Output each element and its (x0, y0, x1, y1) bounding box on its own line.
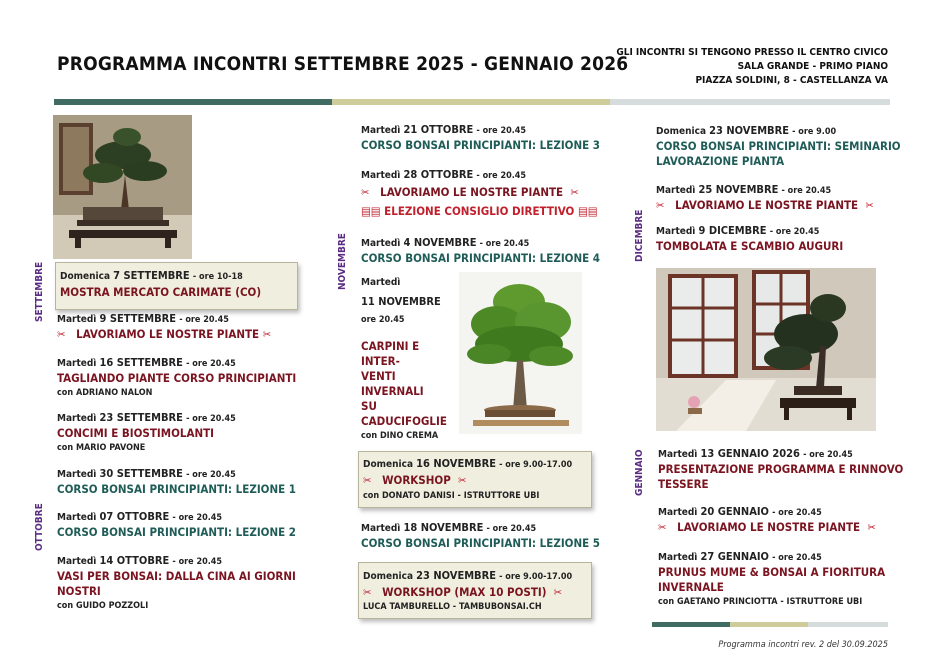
scissors-icon: ✂ (363, 586, 372, 599)
event-date: 11 NOVEMBRE (361, 295, 441, 308)
event-title: CORSO BONSAI PRINCIPIANTI: LEZIONE 2 (57, 525, 296, 539)
event-title: CORSO BONSAI PRINCIPIANTI: LEZIONE 4 (361, 251, 600, 265)
event-speaker: con GUIDO POZZOLI (57, 601, 149, 611)
deciduous-bonsai-photo (459, 272, 582, 434)
event-day: Martedì (361, 523, 401, 534)
event-title-line: SU CADUCIFOGLIE (361, 399, 447, 428)
month-label-novembre: NOVEMBRE (337, 233, 348, 290)
event-title: LAVORIAMO LE NOSTRE PIANTE (380, 185, 564, 199)
divider-olive (332, 99, 610, 105)
event-item (656, 124, 901, 169)
event-day: Martedì (57, 512, 97, 523)
venue-line: SALA GRANDE - PRIMO PIANO (737, 61, 888, 72)
event-title: CORSO BONSAI PRINCIPIANTI: SEMINARIO (656, 139, 901, 153)
venue-line: PIAZZA SOLDINI, 8 - CASTELLANZA VA (695, 75, 888, 86)
event-time: - ore 20.45 (476, 171, 527, 181)
event-date: 21 OTTOBRE (403, 123, 474, 136)
scissors-icon: ✂ (363, 474, 372, 487)
event-time: - ore 20.45 (172, 513, 223, 523)
event-day: Martedì (658, 552, 698, 563)
event-date: 16 SETTEMBRE (99, 356, 183, 369)
event-time: - ore 20.45 (486, 524, 537, 534)
event-speaker: con DINO CREMA (361, 431, 439, 441)
event-item (57, 312, 271, 342)
event-time: ore 20.45 (361, 315, 405, 325)
scissors-icon: ✂ (865, 199, 874, 212)
event-day: Martedì (57, 413, 97, 424)
month-label-dicembre: DICEMBRE (634, 209, 645, 262)
event-title: LAVORIAMO LE NOSTRE PIANTE (76, 327, 260, 341)
event-day: Domenica (656, 126, 707, 137)
event-item (658, 550, 885, 609)
event-day: Martedì (361, 238, 401, 249)
event-date: 30 SETTEMBRE (99, 467, 183, 480)
footer-divider-teal (652, 622, 730, 627)
ballot-icon: ▤▤ (577, 204, 598, 218)
divider-grey (610, 99, 890, 105)
event-title-election: ELEZIONE CONSIGLIO DIRETTIVO (384, 204, 575, 218)
event-date: 28 OTTOBRE (403, 168, 474, 181)
event-time: - ore 20.45 (186, 414, 236, 424)
event-title: LAVORIAMO LE NOSTRE PIANTE (677, 520, 861, 534)
event-item (658, 447, 903, 492)
footer-divider-olive (730, 622, 808, 627)
scissors-icon: ✂ (656, 199, 665, 212)
event-time: - ore 20.45 (769, 227, 820, 237)
event-title-cont: NOSTRI (57, 584, 101, 598)
event-time: - ore 20.45 (772, 553, 822, 563)
event-speaker: con MARIO PAVONE (57, 443, 146, 453)
event-date: 23 NOVEMBRE (416, 569, 496, 582)
event-day: Domenica (363, 571, 414, 582)
scissors-icon: ✂ (658, 521, 667, 534)
event-title-cont: TESSERE (658, 477, 709, 491)
venue-line: GLI INCONTRI SI TENGONO PRESSO IL CENTRO CIVICO (616, 47, 888, 58)
event-day: Martedì (656, 185, 696, 196)
event-day: Martedì (57, 314, 97, 325)
event-day: Martedì (361, 277, 401, 288)
event-item (658, 505, 876, 535)
event-day: Martedì (361, 170, 401, 181)
event-day: Martedì (57, 358, 97, 369)
event-speaker: con GAETANO PRINCIOTTA - ISTRUTTORE UBI (658, 597, 863, 607)
event-day: Domenica (363, 459, 414, 470)
event-title: CORSO BONSAI PRINCIPIANTI: LEZIONE 5 (361, 536, 600, 550)
pine-bonsai-photo (53, 115, 192, 259)
event-time: - ore 9.00 (792, 127, 837, 137)
room-bonsai-photo (656, 268, 876, 431)
scissors-icon: ✂ (553, 586, 562, 599)
event-speaker: con ADRIANO NALON (57, 388, 153, 398)
event-item (57, 510, 296, 540)
event-title: CORSO BONSAI PRINCIPIANTI: LEZIONE 3 (361, 138, 600, 152)
event-item (361, 168, 598, 219)
event-time: - ore 20.45 (186, 470, 236, 480)
divider-teal (54, 99, 332, 105)
event-date: 16 NOVEMBRE (416, 457, 496, 470)
event-item (57, 411, 236, 455)
event-day: Martedì (656, 226, 696, 237)
event-time: - ore 20.45 (179, 315, 229, 325)
event-title: WORKSHOP (MAX 10 POSTI) (382, 585, 547, 599)
event-time: - ore 20.45 (781, 186, 832, 196)
event-date: 4 NOVEMBRE (403, 236, 477, 249)
event-item (361, 276, 461, 443)
event-time: - ore 20.45 (772, 508, 822, 518)
event-title-cont: INVERNALE (658, 580, 724, 594)
event-title: CONCIMI E BIOSTIMOLANTI (57, 426, 215, 440)
event-item (656, 224, 843, 254)
month-label-gennaio: GENNAIO (634, 449, 645, 496)
scissors-icon: ✂ (361, 186, 370, 199)
event-card-workshop-tamburello (358, 562, 592, 619)
event-title-line: CARPINI E INTER- (361, 339, 420, 368)
event-item (361, 123, 600, 153)
event-day: Martedì (57, 469, 97, 480)
event-item (656, 183, 874, 213)
scissors-icon: ✂ (57, 328, 66, 341)
event-title: CORSO BONSAI PRINCIPIANTI: LEZIONE 1 (57, 482, 296, 496)
page-title: PROGRAMMA INCONTRI SETTEMBRE 2025 - GENNAIO 2026 (57, 53, 629, 75)
event-title-cont: LAVORAZIONE PIANTA (656, 154, 785, 168)
event-time: - ore 20.45 (803, 450, 853, 460)
event-day: Martedì (57, 556, 97, 567)
event-title: LAVORIAMO LE NOSTRE PIANTE (675, 198, 859, 212)
event-date: 23 NOVEMBRE (709, 124, 789, 137)
event-title: WORKSHOP (382, 473, 451, 487)
event-item (57, 356, 296, 400)
event-date: 14 OTTOBRE (99, 554, 170, 567)
month-label-ottobre: OTTOBRE (34, 503, 45, 551)
event-date: 9 DICEMBRE (698, 224, 767, 237)
event-title: TAGLIANDO PIANTE CORSO PRINCIPIANTI (57, 371, 297, 385)
event-item (57, 554, 296, 613)
event-item (361, 236, 600, 266)
event-card-workshop-danisi (358, 451, 592, 508)
event-speaker: LUCA TAMBURELLO - TAMBUBONSAI.CH (363, 602, 542, 612)
event-title-line: VENTI INVERNALI (361, 369, 424, 398)
event-day: Martedì (658, 449, 698, 460)
event-time: - ore 9.00-17.00 (499, 572, 573, 582)
event-speaker: con DONATO DANISI - ISTRUTTORE UBI (363, 491, 540, 501)
event-day: Domenica (60, 271, 111, 282)
event-date: 18 NOVEMBRE (403, 521, 484, 534)
event-day: Martedì (361, 125, 401, 136)
scissors-icon: ✂ (262, 328, 272, 341)
event-time: - ore 20.45 (172, 557, 223, 567)
event-date: 07 OTTOBRE (99, 510, 170, 523)
event-date: 13 GENNAIO 2026 (700, 447, 800, 460)
scissors-icon: ✂ (867, 521, 876, 534)
event-title: PRUNUS MUME & BONSAI A FIORITURA (658, 565, 886, 579)
event-time: - ore 20.45 (476, 126, 527, 136)
event-date: 27 GENNAIO (700, 550, 769, 563)
event-title: MOSTRA MERCATO CARIMATE (CO) (60, 285, 262, 299)
scissors-icon: ✂ (570, 186, 579, 199)
scissors-icon: ✂ (458, 474, 467, 487)
event-time: - ore 10-18 (192, 272, 243, 282)
event-time: - ore 20.45 (186, 359, 236, 369)
venue-info (616, 46, 888, 88)
event-date: 25 NOVEMBRE (698, 183, 779, 196)
ballot-icon: ▤▤ (361, 204, 381, 218)
event-item (361, 521, 600, 551)
event-date: 9 SETTEMBRE (99, 312, 177, 325)
event-day: Martedì (658, 507, 698, 518)
footer-divider-grey (808, 622, 888, 627)
event-card-mostra-mercato (55, 262, 298, 310)
event-item (57, 467, 296, 497)
event-title: TOMBOLATA E SCAMBIO AUGURI (656, 239, 844, 253)
event-time: - ore 20.45 (479, 239, 530, 249)
event-date: 20 GENNAIO (700, 505, 769, 518)
event-date: 7 SETTEMBRE (113, 269, 190, 282)
event-time: - ore 9.00-17.00 (499, 460, 573, 470)
month-label-settembre: SETTEMBRE (34, 261, 45, 322)
event-title: VASI PER BONSAI: DALLA CINA AI GIORNI (57, 569, 296, 583)
event-title: PRESENTAZIONE PROGRAMMA E RINNOVO (658, 462, 904, 476)
revision-note: Programma incontri rev. 2 del 30.09.2025 (718, 640, 888, 650)
event-date: 23 SETTEMBRE (99, 411, 183, 424)
